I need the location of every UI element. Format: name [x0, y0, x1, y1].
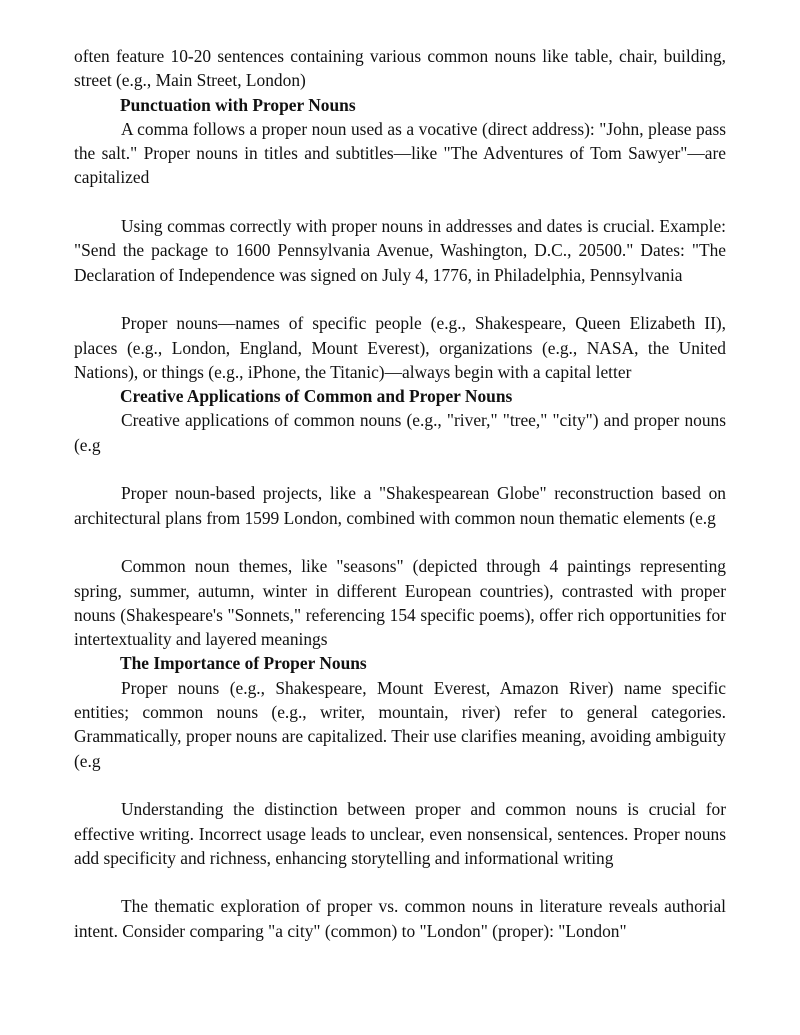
paragraph-creative-applications: Creative applications of common nouns (e.g., "river," "tree," "city") and proper nouns (e.g	[74, 410, 726, 455]
heading-creative-applications: Creative Applications of Common and Proper Nouns	[120, 386, 513, 407]
paragraph-thematic-exploration: The thematic exploration of proper vs. common nouns in literature reveals authorial intent. Consider comparing "a city" (common) to "London" (proper): "London"	[74, 896, 726, 941]
document-page	[74, 44, 726, 943]
paragraph-common-noun-themes: Common noun themes, like "seasons" (depicted through 4 paintings representing spring, summer, autumn, winter in different European countries), contrasted with proper nouns (Shakespeare's "Sonnets," referencing 154 specific poems), offer rich opportunities for intertextuality and layered meanings	[74, 556, 726, 650]
paragraph-proper-noun-projects: Proper noun-based projects, like a "Shakespearean Globe" reconstruction based on architectural plans from 1599 London, combined with common noun thematic elements (e.g	[74, 483, 726, 528]
heading-punctuation-with-proper-nouns: Punctuation with Proper Nouns	[120, 94, 356, 115]
paragraph-proper-noun-definition: Proper nouns—names of specific people (e.g., Shakespeare, Queen Elizabeth II), places (e.g., London, England, Mount Everest), organizations (e.g., NASA, the United Nations), or things (e.g., iPhone, the Titanic)—always begin with a capital letter	[74, 313, 726, 382]
paragraph-understanding-distinction: Understanding the distinction between proper and common nouns is crucial for effective writing. Incorrect usage leads to unclear, even nonsensical, sentences. Proper nouns add specificity and richness, enhancing storytelling and informational writing	[74, 799, 726, 868]
paragraph-proper-vs-common: Proper nouns (e.g., Shakespeare, Mount Everest, Amazon River) name specific entities; common nouns (e.g., writer, mountain, river) refer to general categories. Grammatically, proper nouns are capitalized. Their use clarifies meaning, avoiding ambiguity (e.g	[74, 677, 726, 771]
heading-importance-of-proper-nouns: The Importance of Proper Nouns	[120, 653, 367, 674]
paragraph-intro-continuation: often feature 10-20 sentences containing various common nouns like table, chair, building, street (e.g., Main Street, London)	[74, 46, 726, 91]
paragraph-commas-addresses-dates: Using commas correctly with proper nouns in addresses and dates is crucial. Example: "Send the package to 1600 Pennsylvania Avenue, Washington, D.C., 20500." Dates: "The Declaration of Independence was signed on July 4, 1776, in Philadelphia, Pennsylvania	[74, 216, 726, 285]
paragraph-vocative-comma: A comma follows a proper noun used as a vocative (direct address): "John, please pass the salt." Proper nouns in titles and subtitles—like "The Adventures of Tom Sawyer"—are capitalized	[74, 118, 726, 188]
